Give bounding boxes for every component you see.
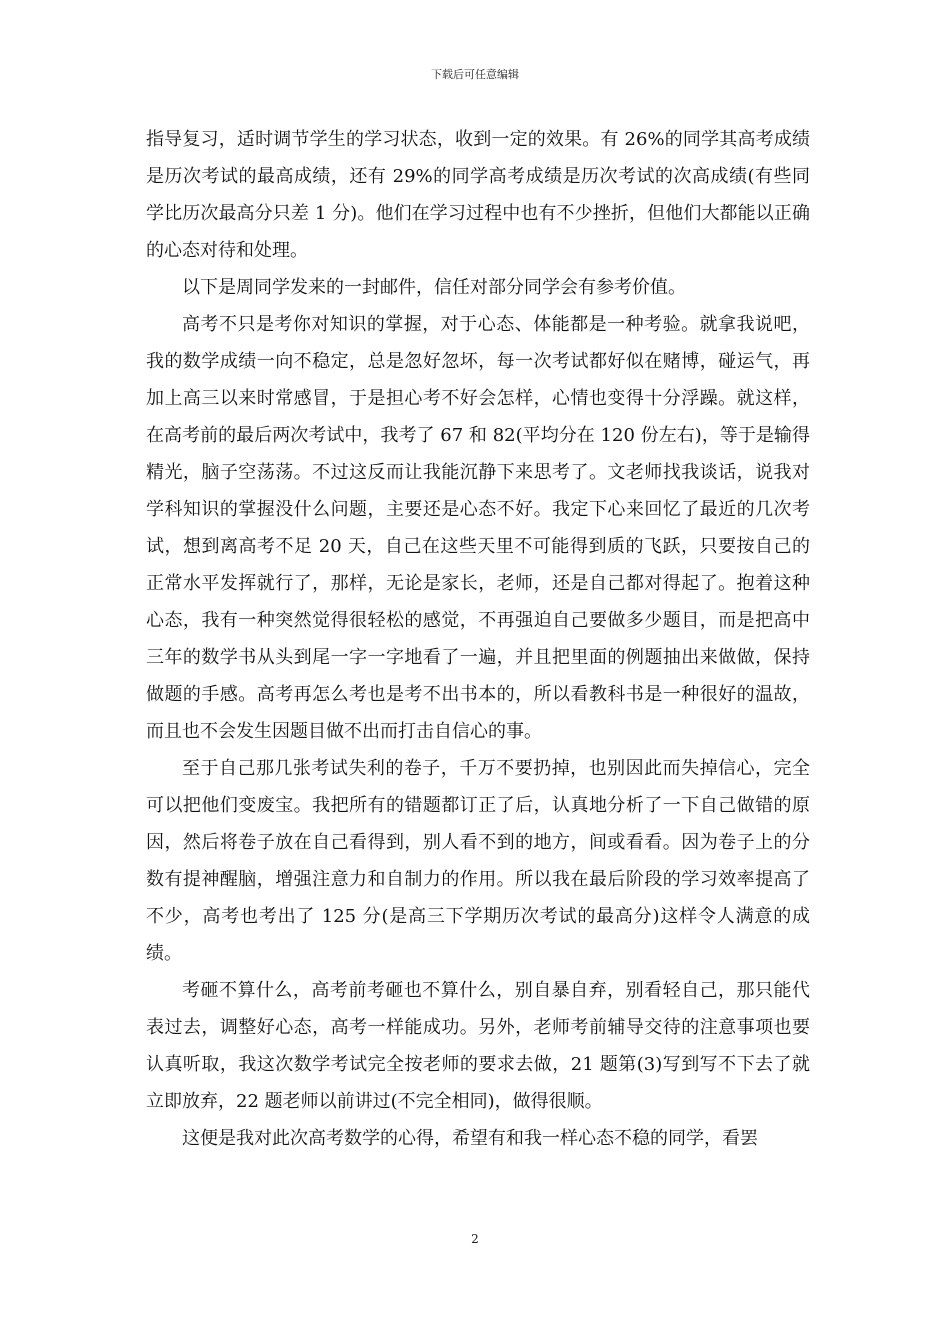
document-body: [146, 121, 810, 1157]
paragraph: 以下是周同学发来的一封邮件，信任对部分同学会有参考价值。: [182, 277, 686, 298]
paragraph: 高考不只是考你对知识的掌握，对于心态、体能都是一种考验。就拿我说吧，我的数学成绩一向不稳定，总是忽好忽坏，每一次考试都好似在赌博，碰运气，再加上高三以来时常感冒，于是担心考不好会怎样，心情也变得十分浮躁。就这样，在高考前的最后两次考试中，我考了 67 和 82(平均分在 120 份左右)，等于是输得精光，脑子空荡荡。不过这反而让我能沉静下来思考了。文老师找我谈话，说我对学科知识的掌握没什么问题，主要还是心态不好。我定下心来回忆了最近的几次考试，想到离高考不足 20 天，自己在这些天里不可能得到质的飞跃，只要按自己的正常水平发挥就行了，那样，无论是家长，老师，还是自己都对得起了。抱着这种心态，我有一种突然觉得很轻松的感觉，不再强迫自己要做多少题目，而是把高中三年的数学书从头到尾一字一字地看了一遍，并且把里面的例题抽出来做做，保持做题的手感。高考再怎么考也是考不出书本的，所以看教科书是一种很好的温故，而且也不会发生因题目做不出而打击自信心的事。: [146, 314, 810, 742]
paragraph: 这便是我对此次高考数学的心得，希望有和我一样心态不稳的同学，看罢: [182, 1128, 758, 1149]
paragraph: 至于自己那几张考试失利的卷子，千万不要扔掉，也别因此而失掉信心，完全可以把他们变废宝。我把所有的错题都订正了后，认真地分析了一下自己做错的原因，然后将卷子放在自己看得到，别人看不到的地方，间或看看。因为卷子上的分数有提神醒脑，增强注意力和自制力的作用。所以我在最后阶段的学习效率提高了不少，高考也考出了 125 分(是高三下学期历次考试的最高分)这样令人满意的成绩。: [146, 758, 810, 964]
paragraph: 考砸不算什么，高考前考砸也不算什么，别自暴自弃，别看轻自己，那只能代表过去，调整好心态，高考一样能成功。另外，老师考前辅导交待的注意事项也要认真听取，我这次数学考试完全按老师的要求去做，21 题第(3)写到写不下去了就立即放弃，22 题老师以前讲过(不完全相同)，做得很顺。: [146, 980, 810, 1112]
page-header: 下载后可任意编辑: [431, 68, 519, 81]
page-number: 2: [471, 1232, 479, 1246]
paragraph-continuation: 指导复习，适时调节学生的学习状态，收到一定的效果。有 26%的同学其高考成绩是历次考试的最高成绩，还有 29%的同学高考成绩是历次考试的次高成绩(有些同学比历次最高分只差 1 分)。他们在学习过程中也有不少挫折，但他们大都能以正确的心态对待和处理。: [146, 129, 810, 261]
